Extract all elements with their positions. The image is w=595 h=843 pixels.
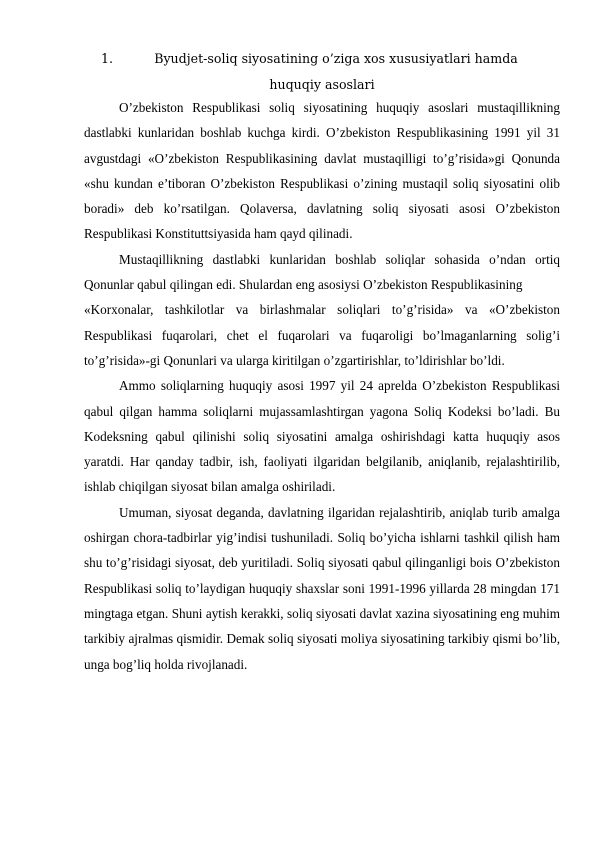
body-text bbox=[84, 95, 560, 677]
section-heading bbox=[84, 46, 560, 98]
section-number: 1. bbox=[101, 51, 114, 66]
paragraph: Mustaqillikning dastlabki kunlaridan boshlab soliqlar sohasida o’ndan ortiq Qonunlar qabul qilingan edi. Shulardan eng asosiysi O’zbekiston Respublikasining bbox=[84, 251, 560, 293]
paragraph: «Korxonalar, tashkilotlar va birlashmalar soliqlari to’g’risida» va «O’zbekiston Respublikasi fuqarolari, chet el fuqarolari va fuqaroligi bo’lmaganlarning solig’i to’g’risida»-gi Qonunlari va ularga kiritilgan o’zgartirishlar, to’ldirishlar bo’ldi. bbox=[84, 302, 560, 368]
paragraph: Ammo soliqlarning huquqiy asosi 1997 yil 24 aprelda O’zbekiston Respublikasi qabul qilgan hamma soliqlarni mujassamlashtirgan yagona Soliq Kodeksi bo’ladi. Bu Kodeksning qabul qilinishi soliq siyosatini amalga oshirishdagi katta huquqiy asos yaratdi. Har qanday tadbir, ish, faoliyati ilgaridan belgilanib, aniqlanib, rejalashtirilib, ishlab chiqilgan siyosat bilan amalga oshiriladi. bbox=[84, 378, 560, 495]
paragraph: O’zbekiston Respublikasi soliq siyosatining huquqiy asoslari mustaqillikning dastlabki kunlaridan boshlab kuchga kirdi. O’zbekiston Respublikasining 1991 yil 31 avgustdagi «O’zbekiston Respublikasining davlat mustaqilligi to’g’risida»gi Qonunda «shu kundan e’tiboran O’zbekiston Respublikasi o’zining mustaqil soliq siyosatini olib boradi» deb ko’rsatilgan. Qolaversa, davlatning soliq siyosati asosi O’zbekiston Respublikasi Konstituttsiyasida ham qayd qilinadi. bbox=[84, 100, 560, 242]
section-title-line-1: Byudjet-soliq siyosatining o’ziga xos xususiyatlari hamda bbox=[154, 51, 518, 66]
section-title-line-2: huquqiy asoslari bbox=[269, 77, 375, 92]
paragraph: Umuman, siyosat deganda, davlatning ilgaridan rejalashtirib, aniqlab turib amalga oshirgan chora-tadbirlar yig’indisi tushuniladi. Soliq bo’yicha ishlarni tashkil qilish ham shu to’g’risidagi siyosat, deb yuritiladi. Soliq siyosati qabul qilinganligi bois O’zbekiston Respublikasi soliq to’laydigan huquqiy shaxslar soni 1991-1996 yillarda 28 mingdan 171 mingtaga etgan. Shuni aytish kerakki, soliq siyosati davlat xazina siyosatining eng muhim tarkibiy ajralmas qismidir. Demak soliq siyosati moliya siyosatining tarkibiy qismi bo’lib, unga bog’liq holda rivojlanadi. bbox=[84, 504, 560, 672]
